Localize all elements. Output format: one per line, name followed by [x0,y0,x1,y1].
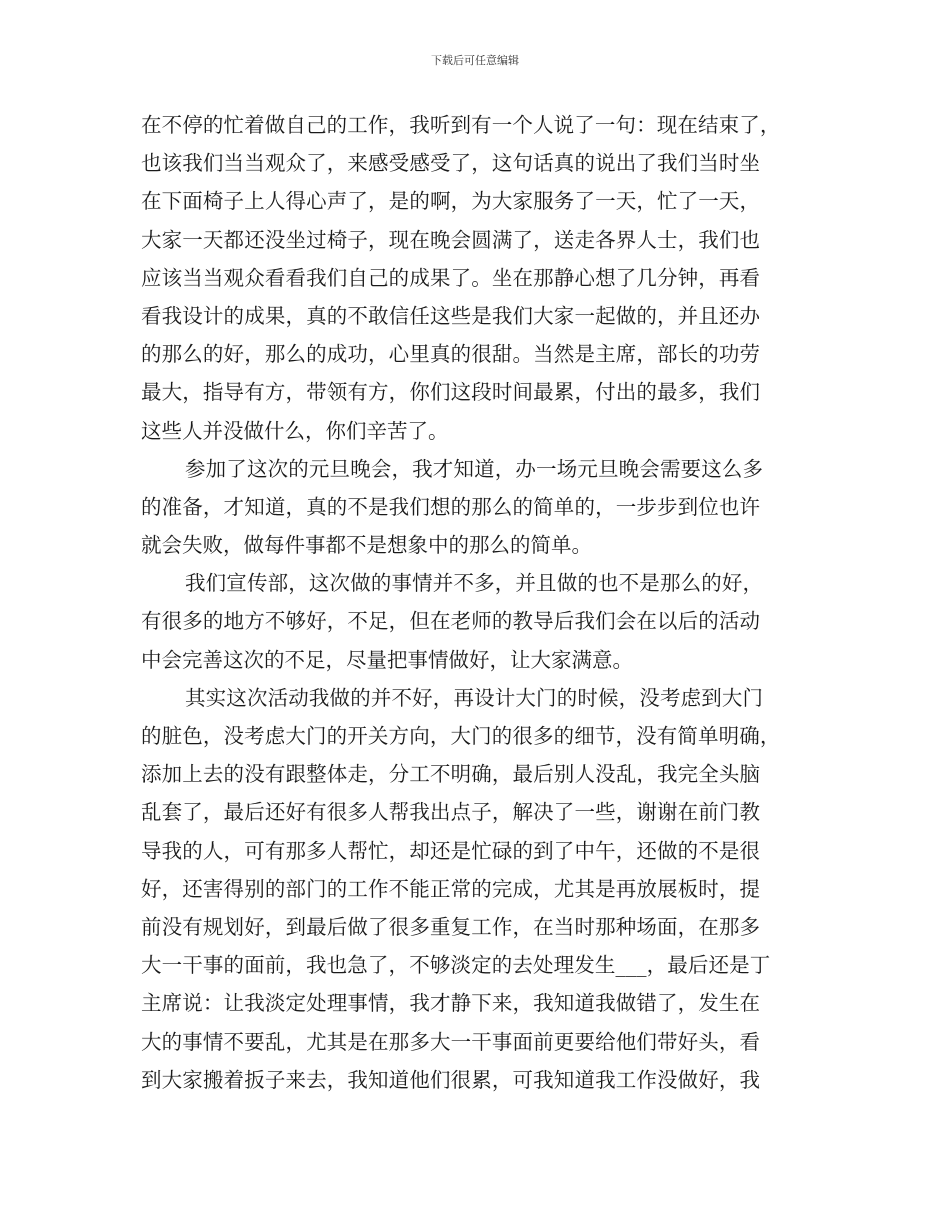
text-line: 导我的人，可有那多人帮忙，却还是忙碌的到了中午，还做的不是很 [141,838,761,863]
text-line: 应该当当观众看看我们自己的成果了。坐在那静心想了几分钟，再看 [141,265,761,290]
text-line: 主席说：让我淡定处理事情，我才静下来，我知道我做错了，发生在 [141,991,761,1016]
text-line: 好，还害得别的部门的工作不能正常的完成，尤其是再放展板时，提 [141,876,761,901]
text-line: 大的事情不要乱，尤其是在那多大一干事面前更要给他们带好头，看 [141,1029,761,1054]
text-line: 看我设计的成果，真的不敢信任这些是我们大家一起做的，并且还办 [141,303,761,328]
text-line: 大一干事的面前，我也急了，不够淡定的去处理发生___，最后还是丁 [141,953,771,978]
text-line: 前没有规划好，到最后做了很多重复工作，在当时那种场面，在那多 [141,914,761,939]
text-line: 就会失败，做每件事都不是想象中的那么的简单。 [141,533,592,558]
text-line: 的脏色，没考虑大门的开关方向，大门的很多的细节，没有简单明确， [141,724,781,748]
page-header: 下载后可任意编辑 [431,54,519,67]
text-line: 乱套了，最后还好有很多人帮我出点子，解决了一些，谢谢在前门教 [141,800,761,825]
text-line: 在不停的忙着做自己的工作，我听到有一个人说了一句：现在结束了， [141,113,781,137]
text-line: 其实这次活动我做的并不好，再设计大门的时候，没考虑到大门 [185,685,764,710]
text-line: 中会完善这次的不足，尽量把事情做好，让大家满意。 [141,647,633,672]
text-line: 有很多的地方不够好，不足，但在老师的教导后我们会在以后的活动 [141,609,761,634]
text-line: 到大家搬着扳子来去，我知道他们很累，可我知道我工作没做好，我 [141,1067,761,1092]
text-line: 参加了这次的元旦晚会，我才知道，办一场元旦晚会需要这么多 [185,456,764,481]
text-line: 也该我们当当观众了，来感受感受了，这句话真的说出了我们当时坐 [141,151,761,176]
body-text [141,106,821,1099]
text-line: 在下面椅子上人得心声了，是的啊，为大家服务了一天，忙了一天， [141,189,761,214]
text-line: 的准备，才知道，真的不是我们想的那么的简单的，一步步到位也许 [141,494,761,519]
text-line: 这些人并没做什么，你们辛苦了。 [141,418,449,443]
text-line: 的那么的好，那么的成功，心里真的很甜。当然是主席，部长的功劳 [141,342,761,367]
text-line: 添加上去的没有跟整体走，分工不明确，最后别人没乱，我完全头脑 [141,762,761,787]
text-line: 大家一天都还没坐过椅子，现在晚会圆满了，送走各界人士，我们也 [141,227,761,252]
text-line: 我们宣传部，这次做的事情并不多，并且做的也不是那么的好， [185,571,764,596]
text-line: 最大，指导有方，带领有方，你们这段时间最累，付出的最多，我们 [141,380,761,405]
